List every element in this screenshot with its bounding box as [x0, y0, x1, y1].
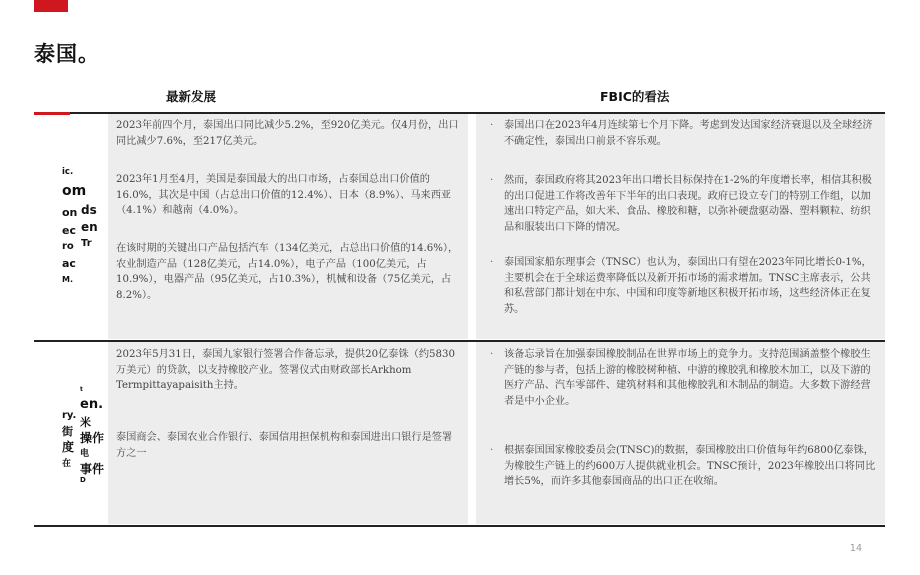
side-fragment: om [62, 183, 87, 199]
fbic-bullet-text: 根据泰国国家橡胶委员会(TNSC)的数据，泰国橡胶出口价值每年约6800亿泰铢，为橡胶生产链上的约600万人提供就业机会。TNSC预计，2023年橡胶出口将同比增长5%，而许多其他泰国商品的出口正在收缩。 [504, 445, 876, 487]
side-fragment: 街 [62, 425, 73, 438]
side-fragment: Tr [81, 238, 92, 249]
development-paragraph: 泰国商会、泰国农业合作银行、泰国信用担保机构和泰国进出口银行是签署方之一 [116, 432, 453, 459]
side-fragment: 在 [62, 459, 72, 469]
column-header-fbic-view: FBIC的看法 [600, 89, 670, 104]
side-fragment: en [81, 220, 98, 234]
fbic-bullet [490, 173, 876, 235]
side-fragment: ro [62, 241, 74, 252]
side-fragment: on [62, 206, 78, 219]
side-fragment: M. [62, 275, 73, 284]
side-fragment: ic. [62, 167, 74, 177]
column-header-latest-developments: 最新发展 [166, 89, 217, 104]
side-fragment: 操作 [80, 431, 105, 445]
fbic-bullet-text: 然而，泰国政府将其2023年出口增长目标保持在1-2%的年度增长率，相信其积极的出口促进工作将改善年下半年的出口表现。政府已设立专门的特别工作组，以加速出口特定产品，如大米、食品、橡胶和糖，以弥补硬盘驱动器、塑料颗粒、纺织品和服装出口下降的情况。 [504, 175, 872, 233]
bullet-dot-icon: · [490, 349, 494, 360]
side-fragment: 米 [80, 416, 91, 429]
fbic-bullet [490, 118, 876, 149]
development-paragraph: 2023年5月31日，泰国九家银行签署合作备忘录，提供20亿泰铢（约5830万美元）的贷款，以支持橡胶产业。签署仪式由财政部长Arkhom Termpittayapaisith主持。 [116, 349, 455, 391]
side-fragment: 度 [62, 440, 75, 454]
side-fragment: 电 [80, 449, 90, 459]
bullet-dot-icon: · [490, 257, 494, 268]
page-title: 泰国。 [34, 42, 100, 66]
header-accent-bar [34, 0, 68, 12]
development-paragraph: 2023年前四个月，泰国出口同比减少5.2%，至920亿美元。仅4月份，出口同比减少7.6%，至217亿美元。 [116, 120, 459, 147]
fbic-bullet-text: 该备忘录旨在加强泰国橡胶制品在世界市场上的竞争力。支持范围涵盖整个橡胶生产链的参与者，包括上游的橡胶树种植、中游的橡胶乳和橡胶木加工，以及下游的医疗产品、汽车零部件、建筑材料和其他橡胶乳和木制品的制造。大多数下游经营者是中小企业。 [504, 349, 871, 407]
fbic-bullet [490, 443, 876, 490]
bullet-dot-icon: · [490, 445, 494, 456]
bullet-dot-icon: · [490, 120, 494, 131]
side-fragment: 事件 [80, 462, 105, 476]
fbic-bullet [490, 347, 876, 409]
side-fragment: D [80, 476, 86, 484]
page-number: 14 [849, 543, 862, 554]
side-fragment: ac [62, 257, 76, 270]
development-paragraph: 2023年1月至4月，美国是泰国最大的出口市场，占泰国总出口价值的16.0%，其次是中国（占总出口价值的12.4%）、日本（8.9%）、马来西亚（4.1%）和越南（4.0%）。 [116, 174, 452, 216]
fbic-bullet [490, 255, 876, 317]
row-accent-marker [34, 112, 70, 115]
fbic-bullet-text: 泰国出口在2023年4月连续第七个月下降。考虑到发达国家经济衰退以及全球经济不确定性，泰国出口前景不容乐观。 [504, 120, 873, 147]
table-bottom-rule [34, 525, 885, 527]
side-fragment: ry. [62, 410, 77, 421]
side-fragment: ec [62, 224, 76, 237]
fbic-bullet-text: 泰国国家船东理事会（TNSC）也认为，泰国出口有望在2023年同比增长0-1%，主要机会在于全球运费率降低以及新开拓市场的需求增加。TNSC主席表示，公共和私营部门都计划在中东、中国和印度等新地区积极开拓市场，这些经济体正在复苏。 [504, 257, 872, 315]
bullet-dot-icon: · [490, 175, 494, 186]
side-fragment: en. [80, 397, 104, 412]
side-fragment: ds [81, 203, 97, 217]
development-paragraph: 在该时期的关键出口产品包括汽车（134亿美元，占总出口价值的14.6%），农业制造产品（128亿美元，占14.0%），电子产品（100亿美元，占10.9%），电器产品（95亿美元，占10.3%），机械和设备（75亿美元，占8.2%）。 [116, 243, 459, 301]
side-fragment: t [80, 386, 83, 393]
